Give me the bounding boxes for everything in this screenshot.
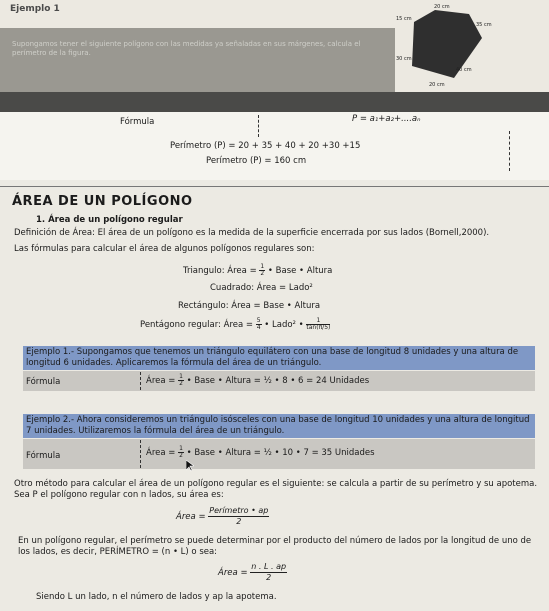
formula-table-right-edge xyxy=(509,131,511,171)
example1b-half-den: 2 xyxy=(179,380,183,387)
triangle-formula-suffix: • Base • Altura xyxy=(265,266,333,276)
area-fraction-2-den: 2 xyxy=(266,573,272,582)
polygon-label-left: 30 cm xyxy=(396,56,412,62)
area-fraction-1 xyxy=(208,506,269,527)
example2-divider xyxy=(140,440,142,468)
half-num: 1 xyxy=(260,263,265,270)
triangle-formula-prefix: Triangulo: Área = xyxy=(183,266,260,276)
example1-title: Ejemplo 1 xyxy=(10,4,60,14)
triangle-formula xyxy=(183,264,332,277)
other-method-text: Otro método para calcular el área de un polígono regular es el siguiente: se calcula a partir de su perímetro y su apotema. Sea P el polígono regular con n lados, su área es: xyxy=(14,479,538,500)
formula-table-divider xyxy=(258,115,260,137)
five-den: 4 xyxy=(256,324,261,331)
square-formula: Cuadrado: Área = Lado² xyxy=(210,283,313,293)
example2-half-den: 2 xyxy=(179,452,183,459)
example2-formula-suffix: • Base • Altura = ½ • 10 • 7 = 35 Unidades xyxy=(183,448,375,458)
example2-formula-prefix: Área = xyxy=(146,448,179,458)
formulas-intro: Las fórmulas para calcular el área de algunos polígonos regulares son: xyxy=(14,244,315,254)
closing-text: Siendo L un lado, n el número de lados y ap la apotema. xyxy=(36,592,277,602)
perimeter-sum: Perímetro (P) = 20 + 35 + 40 + 20 +30 +15 xyxy=(170,141,361,151)
area-definition: Definición de Área: El área de un polígono es la medida de la superficie encerrada por sus lados (Bornell,2000). xyxy=(14,228,490,238)
polygon-label-bottom: 20 cm xyxy=(429,82,445,88)
polygon-figure xyxy=(394,0,549,103)
pentagon-formula xyxy=(140,318,330,331)
example1b-formula-prefix: Área = xyxy=(146,376,179,386)
example1b-box: Ejemplo 1.- Supongamos que tenemos un triángulo equilátero con una base de longitud 8 unidades y una altura de longitud 6 unidades. Aplicaremos la fórmula del área de un triángulo. xyxy=(23,346,535,370)
example2-label: Fórmula xyxy=(26,451,61,461)
example2-box: Ejemplo 2.- Ahora consideremos un triángulo isósceles con una base de longitud 10 unidades y una altura de longitud 7 unidades. Utilizaremos la fórmula del área de un triángulo. xyxy=(23,414,535,438)
example1b-divider xyxy=(140,372,142,390)
area-formula-1 xyxy=(176,506,269,527)
half-den: 2 xyxy=(260,270,265,277)
mouse-cursor-icon xyxy=(186,460,194,472)
example1b-formula xyxy=(146,374,369,387)
example1b-label: Fórmula xyxy=(26,377,61,387)
polygon-label-right: 40 cm xyxy=(456,67,472,73)
example1b-formula-suffix: • Base • Altura = ½ • 8 • 6 = 24 Unidades xyxy=(183,376,370,386)
pentagon-formula-prefix: Pentágono regular: Área = xyxy=(140,320,256,330)
section-rule xyxy=(0,186,549,187)
rectangle-formula: Rectángulo: Área = Base • Altura xyxy=(178,301,321,311)
tan-fraction xyxy=(306,318,330,331)
tan-num: 1 xyxy=(306,318,330,325)
area-fraction-1-den: 2 xyxy=(236,517,242,526)
example2-half-num: 1 xyxy=(179,445,183,452)
example2-formula xyxy=(146,446,375,459)
formula-table-label: Fórmula xyxy=(120,117,155,127)
section-subtitle: 1. Área de un polígono regular xyxy=(36,215,183,225)
polygon-label-left-top: 15 cm xyxy=(396,16,412,22)
example1-text: Supongamos tener el siguiente polígono con las medidas ya señaladas en sus márgenes, calcula el perímetro de la figura. xyxy=(12,40,361,57)
section-title: ÁREA DE UN POLÍGONO xyxy=(12,194,193,209)
example1b-half-num: 1 xyxy=(179,373,183,380)
formula-table-right-formula: P = a₁+a₂+....aₙ xyxy=(352,114,421,124)
area-formula-2 xyxy=(218,562,287,583)
regular-polygon-text: En un polígono regular, el perímetro se puede determinar por el producto del número de lados por la longitud de uno de los lados, es decir, PERÍMETRO = (n • L) o sea: xyxy=(18,536,532,557)
polygon-label-top: 20 cm xyxy=(434,4,450,10)
area-fraction-1-num: Perímetro • ap xyxy=(209,506,269,515)
area-fraction-2-num: n . L . ap xyxy=(251,562,287,571)
polygon-label-right-top: 35 cm xyxy=(476,22,492,28)
pentagon-formula-mid: • Lado² • xyxy=(261,320,307,330)
five-num: 5 xyxy=(256,317,261,324)
tan-den: tan(π/5) xyxy=(306,324,331,331)
area-formula-1-prefix: Área = xyxy=(176,512,209,522)
perimeter-total: Perímetro (P) = 160 cm xyxy=(206,156,307,166)
area-fraction-2 xyxy=(250,562,287,583)
area-formula-2-prefix: Área = xyxy=(218,568,251,578)
